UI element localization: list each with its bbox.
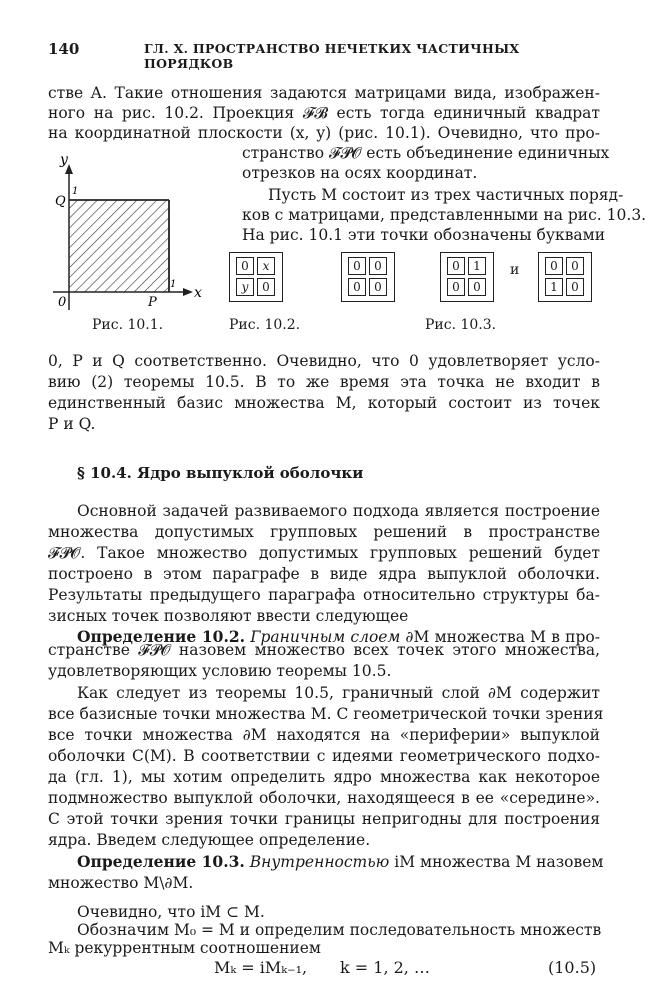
x-axis-label: x bbox=[194, 285, 202, 301]
figure-caption: Рис. 10.2. bbox=[229, 317, 301, 333]
text-line: множества допустимых групповых решений в пространстве bbox=[48, 523, 600, 541]
section-heading: § 10.4. Ядро выпуклой оболочки bbox=[77, 464, 364, 482]
text-line: подмножество выпуклой оболочки, находящееся в ее «середине». bbox=[48, 789, 600, 807]
matrix-cell: 0 bbox=[236, 257, 254, 275]
text-line: стве A. Такие отношения задаются матрицами вида, изображен- bbox=[48, 84, 600, 102]
matrix-cell: 0 bbox=[447, 278, 465, 296]
text-line: ного на рис. 10.2. Проекция 𝓕𝓑 есть тогда единичный квадрат bbox=[48, 104, 600, 122]
text-fragment: iM множества M назовем bbox=[394, 853, 604, 871]
point-q-label: Q bbox=[55, 194, 66, 209]
definition-term: Граничным слоем bbox=[250, 628, 401, 646]
point-p-label: P bbox=[148, 295, 157, 310]
matrix-cell: 0 bbox=[447, 257, 465, 275]
formula-lhs: Mₖ = iMₖ₋₁, bbox=[214, 958, 308, 977]
text-line: вию (2) теоремы 10.5. В то же время эта точка не входит в bbox=[48, 373, 600, 391]
figure-caption: Рис. 10.3. bbox=[425, 317, 497, 333]
tick-label: 1 bbox=[72, 186, 79, 197]
origin-label: 0 bbox=[58, 295, 67, 310]
text-line: На рис. 10.1 эти точки обозначены буквами bbox=[242, 226, 606, 244]
matrix-cell: 0 bbox=[545, 257, 563, 275]
matrix-cell: 0 bbox=[369, 278, 387, 296]
matrix-cell: y bbox=[236, 278, 254, 296]
text-line: Пусть M состоит из трех частичных поряд- bbox=[268, 186, 624, 204]
text-line: Mₖ рекуррентным соотношением bbox=[48, 939, 321, 957]
text-line: Результаты предыдущего параграфа относительно структуры ба- bbox=[48, 586, 600, 604]
matrix-cell: 0 bbox=[348, 257, 366, 275]
text-line: множество M\∂M. bbox=[48, 874, 194, 892]
page-number: 140 bbox=[48, 40, 80, 58]
formula-rhs: k = 1, 2, … bbox=[340, 958, 430, 977]
equation-number: (10.5) bbox=[548, 958, 597, 977]
text-line: зисных точек позволяют ввести следующее bbox=[48, 607, 409, 625]
matrix-cell: 0 bbox=[348, 278, 366, 296]
matrix-cell: x bbox=[257, 257, 275, 275]
text-line: странстве 𝓕𝓟𝓞 назовем множество всех точек этого множества, bbox=[48, 641, 600, 659]
text-line: Очевидно, что iM ⊂ M. bbox=[77, 903, 265, 921]
conjunction: и bbox=[510, 262, 520, 278]
text-line: оболочки C(M). В соответствии с идеями геометрического подхо- bbox=[48, 747, 600, 765]
matrix-cell: 1 bbox=[545, 278, 563, 296]
text-line: все точки множества ∂M находятся на «периферии» выпуклой bbox=[48, 726, 600, 744]
matrix-cell: 0 bbox=[566, 257, 584, 275]
matrix-cell: 0 bbox=[468, 278, 486, 296]
text-line: Основной задачей развиваемого подхода является построение bbox=[77, 502, 600, 520]
text-line: 𝓕𝓟𝓞. Такое множество допустимых групповых решений будет bbox=[48, 544, 600, 562]
y-axis-label: y bbox=[60, 152, 68, 168]
text-line: P и Q. bbox=[48, 415, 96, 433]
text-line: С этой точки зрения точки границы непригодны для построения bbox=[48, 810, 600, 828]
text-line: Как следует из теоремы 10.5, граничный слой ∂M содержит bbox=[77, 684, 600, 702]
tick-label: 1 bbox=[170, 279, 177, 290]
text-line: удовлетворяющих условию теоремы 10.5. bbox=[48, 662, 392, 680]
figure-caption: Рис. 10.1. bbox=[92, 317, 164, 333]
text-line: Обозначим M₀ = M и определим последовательность множеств bbox=[77, 921, 602, 939]
text-line: странство 𝓕𝓟𝓞 есть объединение единичных bbox=[242, 144, 610, 162]
chapter-title: ГЛ. X. ПРОСТРАНСТВО НЕЧЕТКИХ ЧАСТИЧНЫХ ПОРЯДКОВ bbox=[144, 41, 520, 71]
text-line: 0, P и Q соответственно. Очевидно, что 0 удовлетворяет усло- bbox=[48, 352, 600, 370]
definition-label: Определение 10.3. bbox=[77, 852, 245, 871]
text-line: да (гл. 1), мы хотим определить ядро множества как некоторое bbox=[48, 768, 600, 786]
definition-label: Определение 10.2. bbox=[77, 627, 246, 646]
text-line: построено в этом параграфе в виде ядра выпуклой оболочки. bbox=[48, 565, 600, 583]
matrix-cell: 0 bbox=[257, 278, 275, 296]
matrix-cell: 1 bbox=[468, 257, 486, 275]
text-line: все базисные точки множества M. С геометрической точки зрения bbox=[48, 705, 604, 723]
definition-term: Внутренностью bbox=[249, 853, 390, 871]
text-line: ядра. Введем следующее определение. bbox=[48, 831, 371, 849]
text-line: ков с матрицами, представленными на рис. 10.3. bbox=[242, 206, 647, 224]
matrix-cell: 0 bbox=[369, 257, 387, 275]
matrix-cell: 0 bbox=[566, 278, 584, 296]
text-line: отрезков на осях координат. bbox=[242, 164, 478, 182]
text-line: на координатной плоскости (x, y) (рис. 10.1). Очевидно, что про- bbox=[48, 124, 600, 142]
text-line: единственный базис множества M, который состоит из точек bbox=[48, 394, 600, 412]
text-fragment: ∂M множества M в про- bbox=[405, 628, 600, 646]
